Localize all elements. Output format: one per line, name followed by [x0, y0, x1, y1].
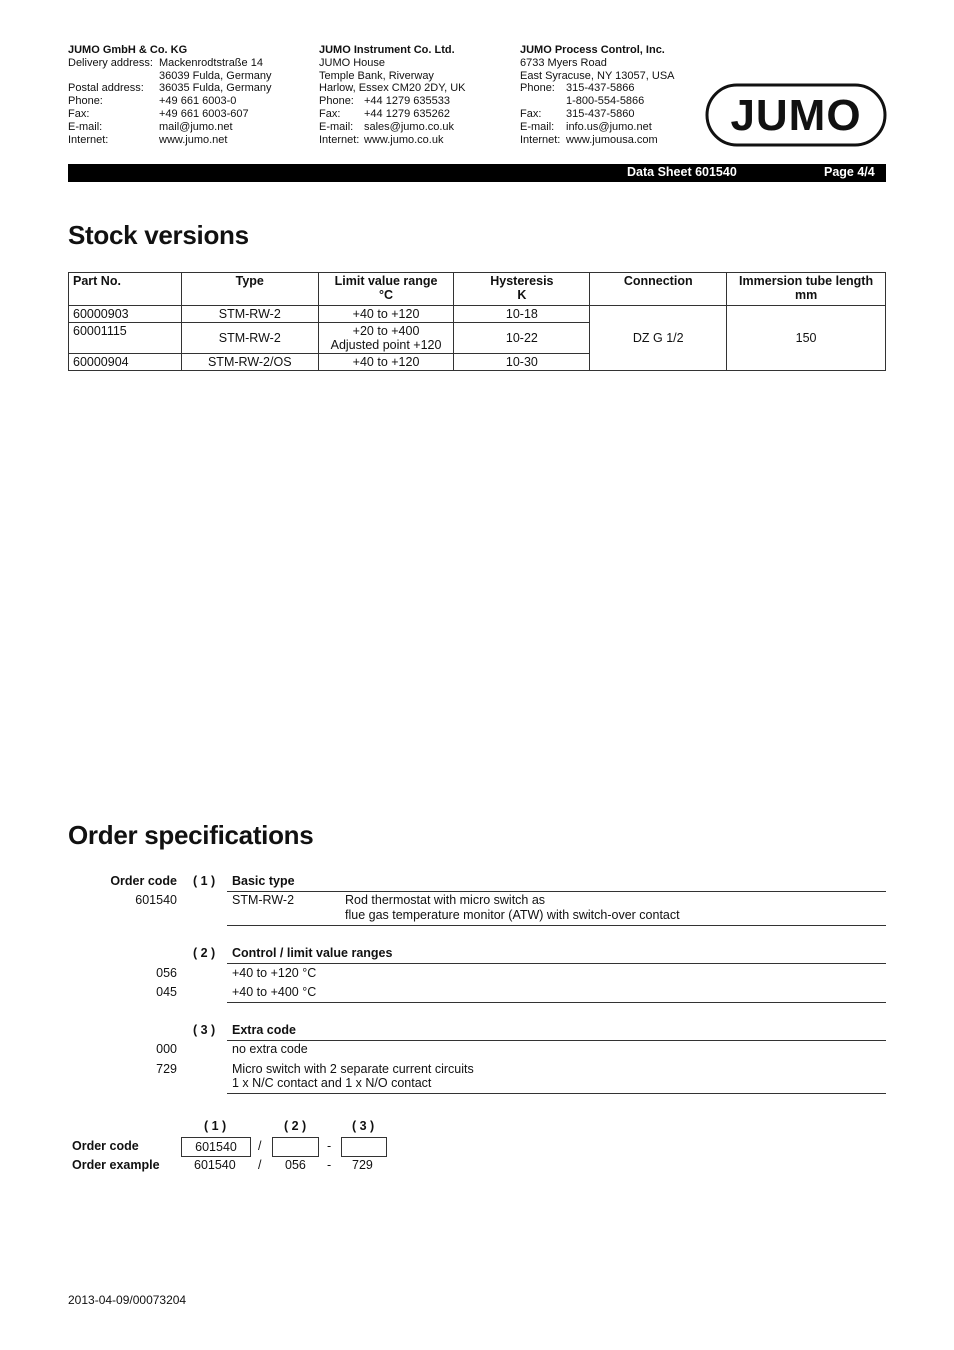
option-code: 601540 — [135, 893, 177, 907]
option-text: STM-RW-2 — [232, 893, 295, 907]
divider — [227, 925, 886, 926]
address-block-uk — [319, 44, 466, 146]
order-example-1: 601540 — [194, 1158, 236, 1172]
jumo-logo — [705, 83, 887, 147]
address-label: Fax: — [520, 107, 542, 120]
address-value: Mackenrodtstraße 14 — [159, 56, 263, 69]
order-example-label: Order example — [72, 1158, 160, 1172]
address-block-germany — [68, 44, 272, 146]
separator-slash: / — [258, 1139, 262, 1153]
address-label: E-mail: — [68, 120, 103, 133]
stock-versions-title: Stock versions — [68, 220, 249, 250]
option-text: no extra code — [232, 1042, 308, 1056]
address-label: E-mail: — [319, 120, 354, 133]
separator-dash: - — [327, 1139, 332, 1153]
address-value: sales@jumo.co.uk — [364, 120, 455, 133]
order-example-2: 056 — [285, 1158, 306, 1172]
stock-table — [68, 272, 886, 371]
address-value: 315-437-5866 — [566, 82, 635, 95]
address-value: 315-437-5860 — [566, 107, 635, 120]
divider — [227, 1093, 886, 1094]
group-number: ( 3 ) — [193, 1023, 216, 1037]
range-cell: +40 to +120 — [318, 306, 454, 323]
option-code: 000 — [156, 1042, 177, 1056]
address-value: Harlow, Essex CM20 2DY, UK — [319, 82, 466, 95]
form-number-2: ( 2 ) — [284, 1119, 307, 1133]
address-value: www.jumousa.com — [566, 133, 658, 146]
address-value: +49 661 6003-0 — [159, 95, 237, 108]
divider — [227, 1002, 886, 1003]
address-value: East Syracuse, NY 13057, USA — [520, 69, 675, 82]
option-code: 056 — [156, 966, 177, 980]
order-code-label: Order code — [110, 874, 177, 888]
range-cell: +20 to +400 Adjusted point +120 — [318, 323, 454, 354]
address-label: Delivery address: — [68, 56, 153, 69]
address-value: mail@jumo.net — [159, 120, 233, 133]
address-value: www.jumo.net — [159, 133, 228, 146]
col-header: Hysteresis K — [454, 273, 590, 306]
address-label: Phone: — [68, 95, 103, 108]
range-cell: +40 to +120 — [318, 354, 454, 371]
order-specifications-title: Order specifications — [68, 820, 314, 850]
group-heading: Extra code — [232, 1023, 296, 1037]
address-value: JUMO House — [319, 56, 386, 69]
hysteresis-cell: 10-30 — [454, 354, 590, 371]
address-label: Internet: — [520, 133, 561, 146]
order-code-box-2 — [272, 1137, 319, 1157]
col-header: Part No. — [69, 273, 182, 306]
datasheet-bar — [68, 164, 886, 182]
tube-length-cell: 150 — [727, 306, 886, 371]
option-text: +40 to +120 °C — [232, 966, 317, 980]
address-value: +49 661 6003-607 — [159, 107, 249, 120]
option-text: Micro switch with 2 separate current circuits — [232, 1062, 474, 1076]
type-cell: STM-RW-2 — [181, 323, 318, 354]
address-label: Fax: — [319, 107, 341, 120]
company-name: JUMO GmbH & Co. KG — [68, 44, 188, 56]
company-name: JUMO Process Control, Inc. — [520, 44, 665, 56]
option-text: 1 x N/C contact and 1 x N/O contact — [232, 1076, 432, 1090]
address-value: www.jumo.co.uk — [364, 133, 444, 146]
separator-slash: / — [258, 1158, 262, 1172]
option-code: 729 — [156, 1062, 177, 1076]
address-value: +44 1279 635533 — [364, 95, 450, 108]
footer-date-code: 2013-04-09/00073204 — [68, 1293, 187, 1307]
address-label: Phone: — [520, 82, 555, 95]
form-number-3: ( 3 ) — [352, 1119, 375, 1133]
col-header: Type — [181, 273, 318, 306]
col-header: Connection — [590, 273, 727, 306]
address-label: Internet: — [319, 133, 360, 146]
part-no-cell: 60000903 — [69, 306, 182, 323]
table-header-row — [69, 273, 886, 306]
separator-dash: - — [327, 1158, 332, 1172]
address-label: Internet: — [68, 133, 109, 146]
group-heading: Basic type — [232, 874, 295, 888]
address-value: +44 1279 635262 — [364, 107, 450, 120]
address-label: Phone: — [319, 95, 354, 108]
option-description: flue gas temperature monitor (ATW) with switch-over contact — [345, 908, 680, 922]
group-heading: Control / limit value ranges — [232, 946, 393, 960]
divider — [227, 891, 886, 892]
option-text: +40 to +400 °C — [232, 985, 317, 999]
option-code: 045 — [156, 985, 177, 999]
form-number-1: ( 1 ) — [204, 1119, 227, 1133]
address-label: Postal address: — [68, 82, 144, 95]
group-number: ( 1 ) — [193, 874, 216, 888]
company-name: JUMO Instrument Co. Ltd. — [319, 44, 455, 56]
address-block-usa — [520, 44, 675, 146]
address-label: Fax: — [68, 107, 90, 120]
address-label — [68, 70, 159, 83]
part-no-cell: 60000904 — [69, 354, 182, 371]
page-number: Page 4/4 — [824, 165, 875, 179]
divider — [227, 963, 886, 964]
address-value: info.us@jumo.net — [566, 120, 652, 133]
order-code-form-label: Order code — [72, 1139, 139, 1153]
order-code-box-1: 601540 — [181, 1137, 251, 1157]
address-value: 1-800-554-5866 — [566, 95, 645, 108]
address-value: 36035 Fulda, Germany — [159, 82, 272, 95]
order-example-3: 729 — [352, 1158, 373, 1172]
order-code-box-3 — [341, 1137, 387, 1157]
table-row — [69, 306, 886, 323]
address-label — [520, 95, 566, 108]
address-value: 36039 Fulda, Germany — [159, 69, 272, 82]
type-cell: STM-RW-2 — [181, 306, 318, 323]
address-value: 6733 Myers Road — [520, 56, 607, 69]
address-label: E-mail: — [520, 120, 555, 133]
logo-text: JUMO — [730, 91, 862, 140]
col-header: Immersion tube length mm — [727, 273, 886, 306]
datasheet-number: Data Sheet 601540 — [627, 165, 737, 179]
divider — [227, 1040, 886, 1041]
type-cell: STM-RW-2/OS — [181, 354, 318, 371]
hysteresis-cell: 10-18 — [454, 306, 590, 323]
col-header: Limit value range °C — [318, 273, 454, 306]
connection-cell: DZ G 1/2 — [590, 306, 727, 371]
address-value: Temple Bank, Riverway — [319, 69, 434, 82]
option-description: Rod thermostat with micro switch as — [345, 893, 546, 907]
part-no-cell: 60001115 — [69, 323, 182, 354]
group-number: ( 2 ) — [193, 946, 216, 960]
hysteresis-cell: 10-22 — [454, 323, 590, 354]
